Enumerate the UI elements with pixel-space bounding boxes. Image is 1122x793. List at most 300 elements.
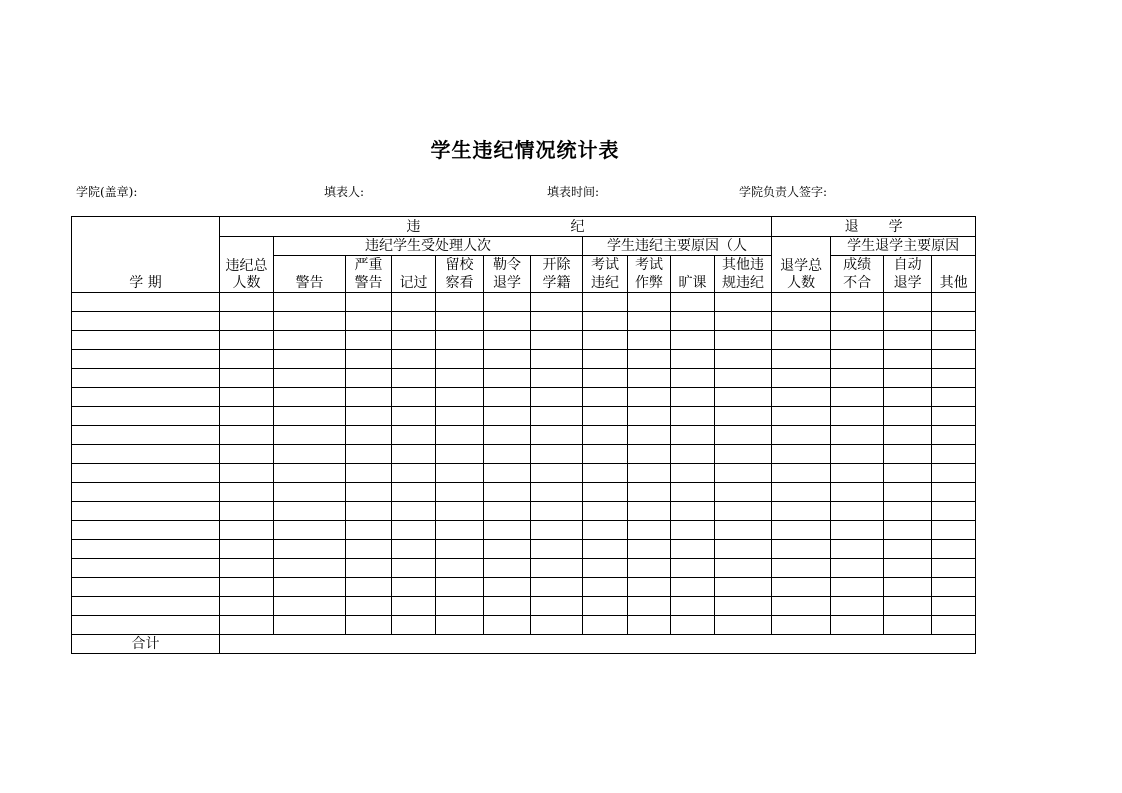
table-cell[interactable] <box>932 559 976 578</box>
table-cell[interactable] <box>72 369 220 388</box>
table-cell[interactable] <box>772 407 831 426</box>
table-cell[interactable] <box>932 369 976 388</box>
table-cell[interactable] <box>884 445 932 464</box>
table-cell[interactable] <box>831 464 884 483</box>
table-cell[interactable] <box>671 502 715 521</box>
table-cell[interactable] <box>772 312 831 331</box>
table-cell[interactable] <box>628 616 671 635</box>
table-cell[interactable] <box>72 483 220 502</box>
table-cell[interactable] <box>484 597 531 616</box>
table-cell[interactable] <box>72 445 220 464</box>
table-cell[interactable] <box>220 293 274 312</box>
table-cell[interactable] <box>884 350 932 369</box>
table-cell[interactable] <box>628 597 671 616</box>
table-cell[interactable] <box>72 616 220 635</box>
table-cell[interactable] <box>831 597 884 616</box>
table-cell[interactable] <box>484 502 531 521</box>
table-cell[interactable] <box>831 540 884 559</box>
table-cell[interactable] <box>531 426 583 445</box>
table-cell[interactable] <box>531 597 583 616</box>
table-cell[interactable] <box>628 388 671 407</box>
table-cell[interactable] <box>831 331 884 350</box>
table-cell[interactable] <box>392 312 436 331</box>
table-cell[interactable] <box>772 445 831 464</box>
table-cell[interactable] <box>436 559 484 578</box>
table-cell[interactable] <box>274 312 346 331</box>
table-cell[interactable] <box>583 293 628 312</box>
table-cell[interactable] <box>628 331 671 350</box>
table-cell[interactable] <box>484 445 531 464</box>
table-cell[interactable] <box>72 293 220 312</box>
table-cell[interactable] <box>772 540 831 559</box>
table-cell[interactable] <box>274 426 346 445</box>
column-header-3-line-2: 察看 <box>445 275 474 291</box>
table-cell[interactable] <box>831 407 884 426</box>
table-cell[interactable] <box>628 369 671 388</box>
table-cell[interactable] <box>72 464 220 483</box>
table-cell[interactable] <box>274 369 346 388</box>
table-cell[interactable] <box>531 616 583 635</box>
table-cell[interactable] <box>715 426 772 445</box>
table-cell[interactable] <box>436 464 484 483</box>
table-cell[interactable] <box>671 350 715 369</box>
table-cell[interactable] <box>583 540 628 559</box>
table-cell[interactable] <box>346 331 392 350</box>
table-cell[interactable] <box>671 597 715 616</box>
table-cell[interactable] <box>671 616 715 635</box>
table-cell[interactable] <box>531 502 583 521</box>
table-cell[interactable] <box>715 445 772 464</box>
table-cell[interactable] <box>671 388 715 407</box>
table-row <box>72 388 976 407</box>
table-cell[interactable] <box>274 597 346 616</box>
table-cell[interactable] <box>346 312 392 331</box>
table-cell[interactable] <box>831 293 884 312</box>
table-cell[interactable] <box>831 483 884 502</box>
table-cell[interactable] <box>531 312 583 331</box>
table-cell[interactable] <box>346 350 392 369</box>
table-cell[interactable] <box>531 559 583 578</box>
table-cell[interactable] <box>346 483 392 502</box>
table-cell[interactable] <box>72 521 220 540</box>
table-cell[interactable] <box>72 331 220 350</box>
table-cell[interactable] <box>274 559 346 578</box>
table-cell[interactable] <box>220 426 274 445</box>
table-cell[interactable] <box>484 369 531 388</box>
table-cell[interactable] <box>628 464 671 483</box>
table-cell[interactable] <box>531 350 583 369</box>
table-cell[interactable] <box>220 578 274 597</box>
table-cell[interactable] <box>772 616 831 635</box>
table-cell[interactable] <box>932 502 976 521</box>
table-cell[interactable] <box>220 502 274 521</box>
table-cell[interactable] <box>484 312 531 331</box>
table-cell[interactable] <box>436 350 484 369</box>
table-cell[interactable] <box>274 464 346 483</box>
table-cell[interactable] <box>436 388 484 407</box>
table-cell[interactable] <box>831 502 884 521</box>
table-cell[interactable] <box>392 464 436 483</box>
table-cell[interactable] <box>884 616 932 635</box>
table-cell[interactable] <box>932 388 976 407</box>
table-cell[interactable] <box>583 578 628 597</box>
table-cell[interactable] <box>484 293 531 312</box>
table-cell[interactable] <box>932 445 976 464</box>
table-cell[interactable] <box>628 559 671 578</box>
table-cell[interactable] <box>346 616 392 635</box>
column-header-12 <box>932 256 976 293</box>
table-cell[interactable] <box>884 369 932 388</box>
table-cell[interactable] <box>583 502 628 521</box>
table-cell[interactable] <box>484 464 531 483</box>
table-cell[interactable] <box>72 350 220 369</box>
table-cell[interactable] <box>884 578 932 597</box>
table-cell[interactable] <box>772 388 831 407</box>
table-cell[interactable] <box>531 540 583 559</box>
table-cell[interactable] <box>628 521 671 540</box>
table-cell[interactable] <box>392 293 436 312</box>
table-cell[interactable] <box>628 483 671 502</box>
table-cell[interactable] <box>220 597 274 616</box>
table-cell[interactable] <box>628 578 671 597</box>
table-cell[interactable] <box>72 388 220 407</box>
table-cell[interactable] <box>531 407 583 426</box>
table-cell[interactable] <box>392 388 436 407</box>
table-cell[interactable] <box>484 616 531 635</box>
table-cell[interactable] <box>436 502 484 521</box>
table-cell[interactable] <box>932 483 976 502</box>
table-cell[interactable] <box>671 426 715 445</box>
table-cell[interactable] <box>484 426 531 445</box>
table-cell[interactable] <box>436 312 484 331</box>
table-cell[interactable] <box>346 445 392 464</box>
table-cell[interactable] <box>274 502 346 521</box>
table-cell[interactable] <box>671 407 715 426</box>
table-cell[interactable] <box>884 559 932 578</box>
table-cell[interactable] <box>772 559 831 578</box>
table-cell[interactable] <box>220 483 274 502</box>
table-cell[interactable] <box>436 445 484 464</box>
table-cell[interactable] <box>436 331 484 350</box>
table-cell[interactable] <box>772 483 831 502</box>
table-cell[interactable] <box>884 521 932 540</box>
table-cell[interactable] <box>72 578 220 597</box>
table-cell[interactable] <box>772 597 831 616</box>
table-cell[interactable] <box>772 369 831 388</box>
table-cell[interactable] <box>72 559 220 578</box>
table-cell[interactable] <box>436 407 484 426</box>
table-cell[interactable] <box>932 597 976 616</box>
table-cell[interactable] <box>220 464 274 483</box>
table-cell[interactable] <box>274 616 346 635</box>
table-cell[interactable] <box>220 369 274 388</box>
table-cell[interactable] <box>484 350 531 369</box>
table-cell[interactable] <box>72 407 220 426</box>
table-cell[interactable] <box>220 445 274 464</box>
table-cell[interactable] <box>392 369 436 388</box>
table-cell[interactable] <box>346 597 392 616</box>
column-header-2-line-2: 记过 <box>399 275 428 291</box>
table-cell[interactable] <box>531 369 583 388</box>
table-cell[interactable] <box>671 369 715 388</box>
table-cell[interactable] <box>715 521 772 540</box>
table-cell[interactable] <box>531 388 583 407</box>
table-cell[interactable] <box>72 597 220 616</box>
table-cell[interactable] <box>671 483 715 502</box>
table-cell[interactable] <box>831 445 884 464</box>
table-cell[interactable] <box>671 445 715 464</box>
table-cell[interactable] <box>932 521 976 540</box>
table-cell[interactable] <box>715 540 772 559</box>
table-cell[interactable] <box>583 350 628 369</box>
table-cell[interactable] <box>220 616 274 635</box>
table-cell[interactable] <box>72 502 220 521</box>
table-cell[interactable] <box>715 597 772 616</box>
table-cell[interactable] <box>220 312 274 331</box>
table-cell[interactable] <box>715 578 772 597</box>
table-cell[interactable] <box>884 597 932 616</box>
table-cell[interactable] <box>436 597 484 616</box>
table-cell[interactable] <box>392 597 436 616</box>
table-cell[interactable] <box>772 578 831 597</box>
table-cell[interactable] <box>484 388 531 407</box>
table-cell[interactable] <box>715 331 772 350</box>
table-cell[interactable] <box>436 616 484 635</box>
table-cell[interactable] <box>884 312 932 331</box>
table-cell[interactable] <box>831 616 884 635</box>
table-cell[interactable] <box>274 350 346 369</box>
table-cell[interactable] <box>932 426 976 445</box>
table-cell[interactable] <box>531 331 583 350</box>
table-cell[interactable] <box>583 312 628 331</box>
table-cell[interactable] <box>715 483 772 502</box>
column-header-11 <box>884 256 932 293</box>
table-cell[interactable] <box>772 502 831 521</box>
table-cell[interactable] <box>484 407 531 426</box>
table-cell[interactable] <box>671 578 715 597</box>
table-cell[interactable] <box>772 350 831 369</box>
table-cell[interactable] <box>715 293 772 312</box>
table-cell[interactable] <box>392 331 436 350</box>
table-cell[interactable] <box>346 388 392 407</box>
table-cell[interactable] <box>436 483 484 502</box>
table-cell[interactable] <box>671 312 715 331</box>
table-cell[interactable] <box>274 388 346 407</box>
table-cell[interactable] <box>220 350 274 369</box>
table-cell[interactable] <box>274 521 346 540</box>
table-cell[interactable] <box>932 350 976 369</box>
table-cell[interactable] <box>72 312 220 331</box>
table-cell[interactable] <box>274 445 346 464</box>
table-cell[interactable] <box>628 426 671 445</box>
table-cell[interactable] <box>484 521 531 540</box>
table-cell[interactable] <box>831 521 884 540</box>
table-cell[interactable] <box>274 483 346 502</box>
table-cell[interactable] <box>274 407 346 426</box>
table-cell[interactable] <box>671 331 715 350</box>
table-cell[interactable] <box>671 540 715 559</box>
table-cell[interactable] <box>392 616 436 635</box>
table-cell[interactable] <box>884 426 932 445</box>
table-cell[interactable] <box>531 293 583 312</box>
table-cell[interactable] <box>392 502 436 521</box>
table-cell[interactable] <box>884 502 932 521</box>
table-cell[interactable] <box>831 426 884 445</box>
table-cell[interactable] <box>436 521 484 540</box>
table-cell[interactable] <box>583 426 628 445</box>
table-cell[interactable] <box>72 426 220 445</box>
table-cell[interactable] <box>628 293 671 312</box>
table-cell[interactable] <box>583 616 628 635</box>
table-cell[interactable] <box>583 445 628 464</box>
table-cell[interactable] <box>531 521 583 540</box>
table-cell[interactable] <box>831 350 884 369</box>
table-cell[interactable] <box>484 559 531 578</box>
table-cell[interactable] <box>274 293 346 312</box>
table-cell[interactable] <box>346 540 392 559</box>
table-cell[interactable] <box>220 559 274 578</box>
table-cell[interactable] <box>436 426 484 445</box>
table-cell[interactable] <box>392 445 436 464</box>
table-cell[interactable] <box>884 331 932 350</box>
table-cell[interactable] <box>220 407 274 426</box>
table-cell[interactable] <box>531 445 583 464</box>
table-cell[interactable] <box>583 369 628 388</box>
table-row <box>72 350 976 369</box>
table-cell[interactable] <box>392 559 436 578</box>
table-cell[interactable] <box>274 540 346 559</box>
table-cell[interactable] <box>628 350 671 369</box>
column-header-7-line-1: 考试 <box>635 257 663 273</box>
table-cell[interactable] <box>274 331 346 350</box>
table-cell[interactable] <box>436 293 484 312</box>
table-cell[interactable] <box>831 559 884 578</box>
table-cell[interactable] <box>583 559 628 578</box>
table-cell[interactable] <box>715 369 772 388</box>
table-cell[interactable] <box>531 464 583 483</box>
table-cell[interactable] <box>884 540 932 559</box>
table-cell[interactable] <box>628 445 671 464</box>
table-cell[interactable] <box>346 559 392 578</box>
table-cell[interactable] <box>932 616 976 635</box>
table-cell[interactable] <box>932 578 976 597</box>
table-cell[interactable] <box>220 540 274 559</box>
table-cell[interactable] <box>831 578 884 597</box>
table-cell[interactable] <box>831 312 884 331</box>
table-cell[interactable] <box>932 407 976 426</box>
table-cell[interactable] <box>715 350 772 369</box>
table-cell[interactable] <box>884 388 932 407</box>
table-cell[interactable] <box>346 578 392 597</box>
table-cell[interactable] <box>220 521 274 540</box>
table-cell[interactable] <box>772 293 831 312</box>
table-cell[interactable] <box>531 483 583 502</box>
table-cell[interactable] <box>671 521 715 540</box>
table-cell[interactable] <box>715 502 772 521</box>
table-cell[interactable] <box>392 578 436 597</box>
table-cell[interactable] <box>772 521 831 540</box>
table-row <box>72 540 976 559</box>
table-cell[interactable] <box>715 616 772 635</box>
table-cell[interactable] <box>671 559 715 578</box>
table-cell[interactable] <box>772 426 831 445</box>
table-cell[interactable] <box>484 578 531 597</box>
column-header-6-line-2: 违纪 <box>591 275 619 291</box>
table-cell[interactable] <box>772 464 831 483</box>
table-cell[interactable] <box>346 426 392 445</box>
table-cell[interactable] <box>671 293 715 312</box>
table-cell[interactable] <box>484 331 531 350</box>
table-cell[interactable] <box>715 388 772 407</box>
table-cell[interactable] <box>831 388 884 407</box>
table-cell[interactable] <box>628 407 671 426</box>
table-cell[interactable] <box>628 540 671 559</box>
table-cell[interactable] <box>628 312 671 331</box>
table-cell[interactable] <box>932 331 976 350</box>
table-cell[interactable] <box>884 464 932 483</box>
table-cell[interactable] <box>392 521 436 540</box>
table-cell[interactable] <box>715 559 772 578</box>
table-cell[interactable] <box>72 540 220 559</box>
table-cell[interactable] <box>392 483 436 502</box>
column-header-2-line-1 <box>392 257 435 275</box>
table-cell[interactable] <box>346 502 392 521</box>
table-cell[interactable] <box>346 293 392 312</box>
table-cell[interactable] <box>715 407 772 426</box>
table-cell[interactable] <box>392 407 436 426</box>
table-cell[interactable] <box>220 331 274 350</box>
table-cell[interactable] <box>932 293 976 312</box>
table-cell[interactable] <box>392 540 436 559</box>
table-cell[interactable] <box>772 331 831 350</box>
table-cell[interactable] <box>715 464 772 483</box>
table-cell[interactable] <box>583 521 628 540</box>
table-cell[interactable] <box>583 407 628 426</box>
table-cell[interactable] <box>884 483 932 502</box>
total-value-cell[interactable] <box>220 635 976 654</box>
table-cell[interactable] <box>583 483 628 502</box>
table-cell[interactable] <box>346 407 392 426</box>
table-cell[interactable] <box>346 464 392 483</box>
table-cell[interactable] <box>436 540 484 559</box>
reasons-header: 学生违纪主要原因（人 <box>583 237 772 256</box>
table-cell[interactable] <box>932 312 976 331</box>
table-cell[interactable] <box>346 369 392 388</box>
table-cell[interactable] <box>392 350 436 369</box>
table-cell[interactable] <box>392 426 436 445</box>
table-cell[interactable] <box>671 464 715 483</box>
table-cell[interactable] <box>436 578 484 597</box>
table-cell[interactable] <box>831 369 884 388</box>
table-cell[interactable] <box>583 597 628 616</box>
table-cell[interactable] <box>583 388 628 407</box>
table-cell[interactable] <box>220 388 274 407</box>
table-cell[interactable] <box>346 521 392 540</box>
table-cell[interactable] <box>583 331 628 350</box>
table-cell[interactable] <box>531 578 583 597</box>
table-cell[interactable] <box>932 540 976 559</box>
table-cell[interactable] <box>484 540 531 559</box>
table-cell[interactable] <box>436 369 484 388</box>
table-cell[interactable] <box>484 483 531 502</box>
table-cell[interactable] <box>884 293 932 312</box>
table-cell[interactable] <box>715 312 772 331</box>
table-cell[interactable] <box>884 407 932 426</box>
table-cell[interactable] <box>628 502 671 521</box>
table-cell[interactable] <box>932 464 976 483</box>
table-cell[interactable] <box>583 464 628 483</box>
table-cell[interactable] <box>274 578 346 597</box>
